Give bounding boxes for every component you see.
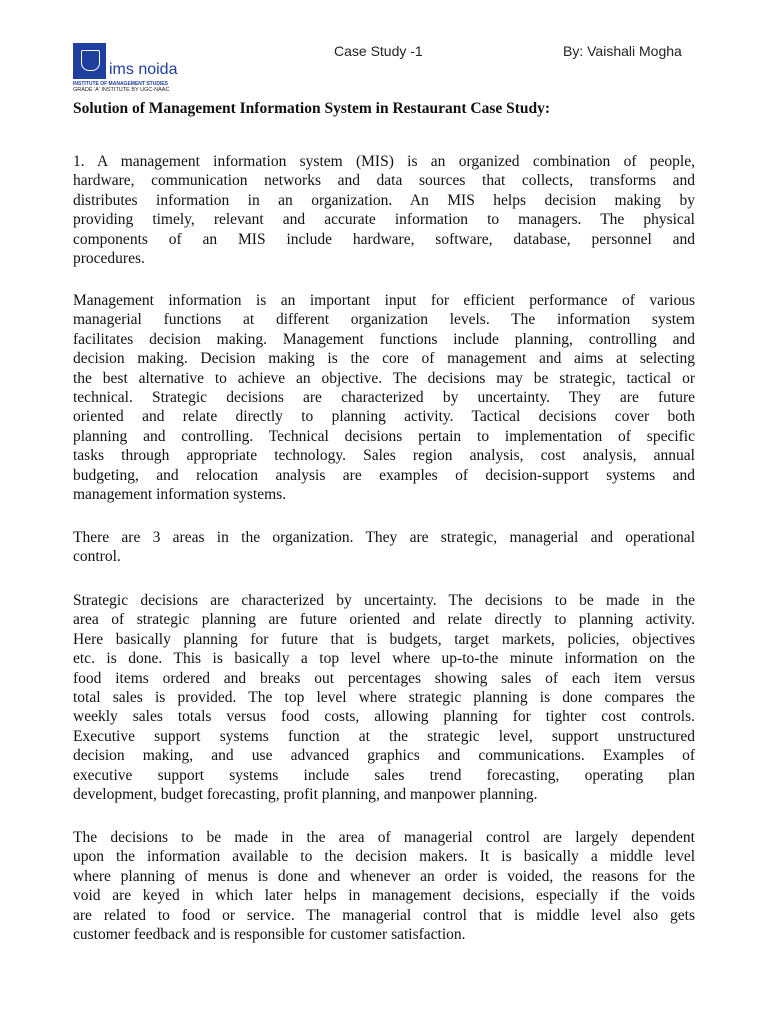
paragraph xyxy=(73,828,695,944)
text-line: executive support systems include sales trend forecasting, operating plan xyxy=(73,766,695,784)
text-line: customer feedback and is responsible for customer satisfaction. xyxy=(73,926,466,944)
text-line: Here basically planning for future that is budgets, target markets, policies, objectives xyxy=(73,630,695,648)
text-line: planning and controlling. Technical decisions pertain to implementation of specific xyxy=(73,427,695,445)
text-line: distributes information in an organization. An MIS helps decision making by xyxy=(73,191,695,209)
logo-name: ims noida xyxy=(109,61,178,78)
text-line: area of strategic planning are future oriented and relate directly to planning activity. xyxy=(73,611,695,629)
text-line: Management information is an important input for efficient performance of various xyxy=(73,292,695,309)
text-line: managerial functions at different organization levels. The information system xyxy=(73,311,695,329)
text-line: decision making. Decision making is the core of management and aims at selecting xyxy=(73,350,695,368)
document-title: Solution of Management Information System in Restaurant Case Study: xyxy=(73,100,551,117)
text-line: etc. is done. This is basically a top level where up-to-the minute information on the xyxy=(73,650,695,668)
text-line: hardware, communication networks and data sources that collects, transforms and xyxy=(73,172,695,190)
text-line: void are keyed in which later helps in management decisions, especially if the voids xyxy=(73,887,695,905)
text-line: Strategic decisions are characterized by uncertainty. The decisions to be made in the xyxy=(73,592,695,609)
text-line: development, budget forecasting, profit planning, and manpower planning. xyxy=(73,786,538,804)
text-line: tasks through appropriate technology. Sales region analysis, cost analysis, annual xyxy=(73,447,695,465)
header-author: By: Vaishali Mogha xyxy=(563,43,682,59)
text-line: There are 3 areas in the organization. They are strategic, managerial and operational xyxy=(73,529,695,546)
text-line: 1. A management information system (MIS) is an organized combination of people, xyxy=(73,153,695,170)
crest-icon xyxy=(73,43,106,79)
text-line: The decisions to be made in the area of managerial control are largely dependent xyxy=(73,829,695,846)
text-line: oriented and relate directly to planning activity. Tactical decisions cover both xyxy=(73,408,695,426)
text-line: total sales is provided. The top level where strategic planning is done compares the xyxy=(73,689,695,707)
text-line: management information systems. xyxy=(73,486,287,504)
text-line: weekly sales totals versus food costs, allowing planning for tighter cost controls. xyxy=(73,708,695,726)
text-line: budgeting, and relocation analysis are examples of decision-support systems and xyxy=(73,466,695,484)
paragraph xyxy=(73,291,695,504)
header-center: Case Study -1 xyxy=(334,43,423,59)
paragraph xyxy=(73,591,695,804)
text-line: are related to food or service. The managerial control that is middle level also gets xyxy=(73,906,695,924)
text-line: upon the information available to the decision makers. It is basically a middle level xyxy=(73,848,695,866)
text-line: components of an MIS include hardware, software, database, personnel and xyxy=(73,230,695,248)
text-line: where planning of menus is done and whenever an order is voided, the reasons for the xyxy=(73,867,695,885)
paragraph xyxy=(73,528,695,567)
text-line: facilitates decision making. Management functions include planning, controlling and xyxy=(73,330,695,348)
text-line: technical. Strategic decisions are characterized by uncertainty. They are future xyxy=(73,389,695,407)
institute-logo xyxy=(73,43,183,93)
text-line: decision making, and use advanced graphics and communications. Examples of xyxy=(73,747,695,765)
text-line: Executive support systems function at the strategic level, support unstructured xyxy=(73,727,695,745)
text-line: providing timely, relevant and accurate information to managers. The physical xyxy=(73,211,695,229)
paragraph xyxy=(73,152,695,268)
text-line: the best alternative to achieve an objective. The decisions may be strategic, tactical or xyxy=(73,369,695,387)
text-line: procedures. xyxy=(73,250,145,268)
text-line: food items ordered and breaks out percentages showing sales of each item versus xyxy=(73,669,695,687)
logo-line2: GRADE 'A' INSTITUTE BY UGC-NAAC xyxy=(73,87,170,93)
text-line: control. xyxy=(73,548,121,566)
logo-line1: INSTITUTE OF MANAGEMENT STUDIES xyxy=(73,81,168,87)
